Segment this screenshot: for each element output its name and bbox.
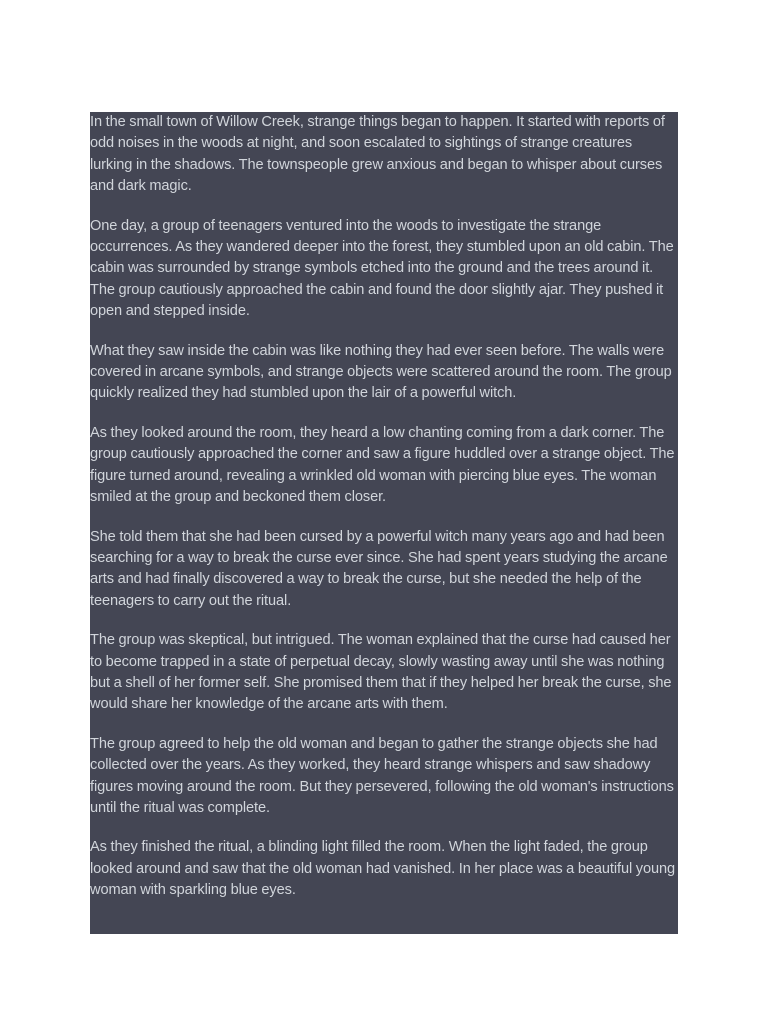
story-paragraph-6: The group was skeptical, but intrigued. The woman explained that the curse had caused her to become trapped in a state of perpetual decay, slowly wasting away until she was nothing but a shell of her former self. She promised them that if they helped her break the curse, she would share her knowledge of the arcane arts with them. [90, 632, 672, 713]
story-paragraph-4: As they looked around the room, they heard a low chanting coming from a dark corner. The group cautiously approached the corner and saw a figure huddled over a strange object. The figure turned around, revealing a wrinkled old woman with piercing blue eyes. The woman smiled at the group and beckoned them closer. [90, 424, 675, 506]
story-paragraph-7: The group agreed to help the old woman and began to gather the strange objects she had collected over the years. As they worked, they heard strange whispers and saw shadowy figures moving around the room. But they persevered, following the old woman's instructions until the ritual was complete. [90, 735, 674, 816]
story-paragraph-5: She told them that she had been cursed by a powerful witch many years ago and had been searching for a way to break the curse ever since. She had spent years studying the arcane arts and had finally discovered a way to break the curse, but she needed the help of the teenagers to carry out the ritual. [90, 528, 668, 609]
story-paragraph-8: As they finished the ritual, a blinding light filled the room. When the light faded, the group looked around and saw that the old woman had vanished. In her place was a beautiful young woman with sparkling blue eyes. [90, 839, 676, 899]
story-paragraph-1: In the small town of Willow Creek, strange things began to happen. It started with reports of odd noises in the woods at night, and soon escalated to sightings of strange creatures lurking in the shadows. The townspeople grew anxious and began to whisper about curses and dark magic. [90, 114, 665, 195]
story-paragraph-2: One day, a group of teenagers ventured into the woods to investigate the strange occurrences. As they wandered deeper into the forest, they stumbled upon an old cabin. The cabin was surrounded by strange symbols etched into the ground and the trees around it. The group cautiously approached the cabin and found the door slightly ajar. They pushed it open and stepped inside. [90, 217, 674, 320]
story-text-panel [90, 112, 678, 934]
story-paragraph-3: What they saw inside the cabin was like nothing they had ever seen before. The walls were covered in arcane symbols, and strange objects were scattered around the room. The group quickly realized they had stumbled upon the lair of a powerful witch. [90, 342, 672, 402]
